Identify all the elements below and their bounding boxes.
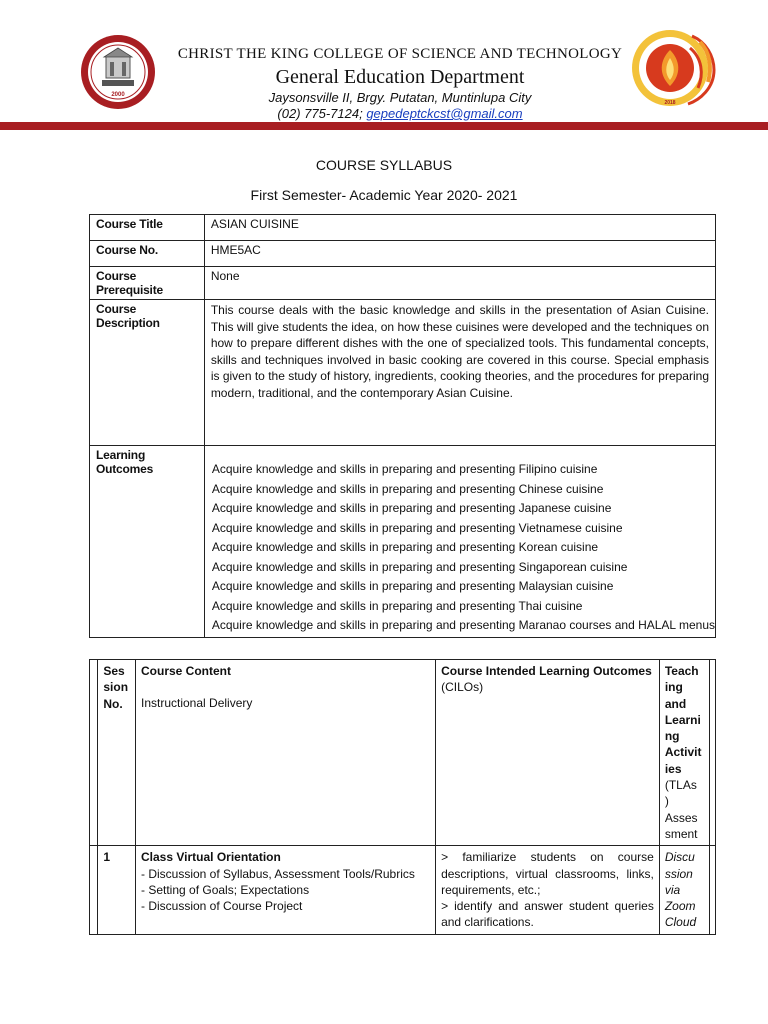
header-cilo-sub: (CILOs) [441,680,484,695]
header-instructional-delivery: Instructional Delivery [141,696,253,711]
course-no-label: Course No. [96,243,159,257]
email-link[interactable]: gepedeptckcst@gmail.com [366,106,523,121]
row-course-no [90,241,716,267]
table-row [90,846,716,934]
list-item: Acquire knowledge and skills in preparing and presenting Maranao courses and HALAL menus [211,618,715,632]
row-learning-outcomes [90,446,716,638]
sessions-table [89,659,716,935]
list-item: Acquire knowledge and skills in preparing and presenting Malaysian cuisine [211,579,614,593]
session-cilo: > identify and answer student queries and clarifications. [441,899,654,930]
course-title-label: Course Title [96,217,163,231]
session-item: - Discussion of Course Project [141,899,303,914]
list-item: Acquire knowledge and skills in preparing and presenting Korean cuisine [211,540,599,554]
header-tla-sub: (TLAs ) [664,778,697,809]
institution-name: CHRIST THE KING COLLEGE OF SCIENCE AND TECHNOLOGY [177,46,623,62]
header-session-no: Ses sion No. [98,660,136,846]
row-course-description [90,300,716,446]
learning-outcomes-label: Learning Outcomes [96,448,154,476]
session-tla: Discu ssion via Zoom Cloud [659,846,709,934]
learning-outcomes-list [205,446,715,636]
header-assessment: Asses sment [664,810,698,841]
sessions-header-row [90,660,716,846]
list-item: Acquire knowledge and skills in preparing and presenting Singaporean cuisine [211,559,628,574]
phone: (02) 775-7124; [277,106,363,121]
list-item: Acquire knowledge and skills in preparing and presenting Thai cuisine [211,598,583,613]
course-description-label: Course Description [96,302,160,330]
header-tla: Teach ing and Learni ng Activit ies [664,664,702,776]
left-seal-year: 2000 [111,92,125,98]
contact-line [150,106,650,121]
header-cilo: Course Intended Learning Outcomes [441,664,652,678]
course-title-value: ASIAN CUISINE [204,215,715,241]
right-seal-year: 2018 [664,100,676,106]
department-seal-logo [630,28,720,108]
college-seal-logo [80,34,156,110]
list-item: Acquire knowledge and skills in preparing and presenting Chinese cuisine [211,481,604,496]
session-item: - Setting of Goals; Expectations [141,882,310,897]
list-item: Acquire knowledge and skills in preparing and presenting Vietnamese cuisine [211,520,623,535]
session-topic: Class Virtual Orientation [141,850,281,865]
address: Jaysonsville II, Brgy. Putatan, Muntinlupa City [268,90,532,105]
list-item: Acquire knowledge and skills in preparing and presenting Japanese cuisine [211,501,612,515]
course-no-value: HME5AC [204,241,715,267]
document-subtitle: First Semester- Academic Year 2020- 2021 [250,187,518,203]
course-prereq-label: Course Prerequisite [96,269,163,297]
session-cilo: > familiarize students on course descriptions, virtual classrooms, links, requirements, etc.; [441,850,654,897]
header-course-content: Course Content [141,664,231,678]
row-course-title [90,215,716,241]
department-name: General Education Department [275,66,525,88]
session-item: - Discussion of Syllabus, Assessment Tools/Rubrics [141,866,415,881]
course-info-table [89,214,716,638]
header-divider [0,122,768,130]
letterhead [0,0,768,140]
session-number: 1 [98,846,136,934]
course-prereq-value: None [204,267,715,300]
document-title: COURSE SYLLABUS [315,157,453,173]
course-description-value: This course deals with the basic knowledge and skills in the presentation of Asian Cuisine. This will give students the idea, on how these cuisines were developed and the techniques on how to prepare different dishes with the one of specialized tools. This fundamental concepts, skills and techniques involved in basic cooking are covered in this course. Special emphasis is given to the study of history, ingredients, cooking theories, and the procedures for preparing modern, traditional, and the contemporary Asian Cuisine. [204,300,715,446]
row-course-prereq [90,267,716,300]
list-item: Acquire knowledge and skills in preparing and presenting Filipino cuisine [211,462,598,476]
